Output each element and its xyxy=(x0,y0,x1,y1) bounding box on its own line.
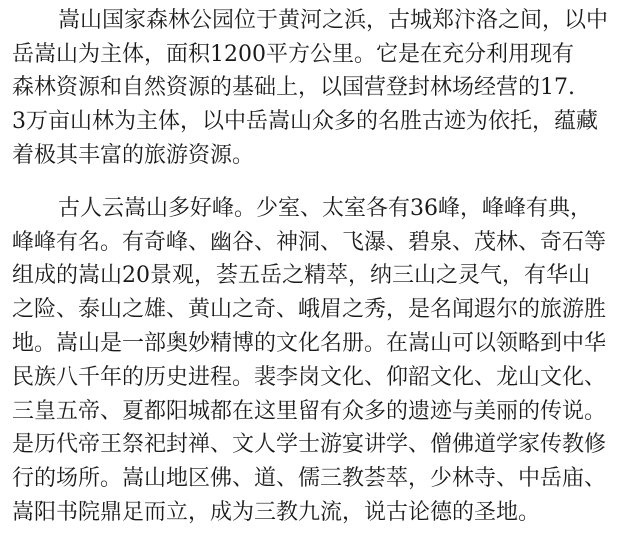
paragraph-1-line-5: 着极其丰富的旅游资源。 xyxy=(12,143,255,168)
paragraph-1-line-2: 岳嵩山为主体，面积1200平方公里。它是在充分利用现有 xyxy=(12,42,574,67)
paragraph-1-line-4: 3万亩山林为主体，以中岳嵩山众多的名胜古迹为依托，蕴藏 xyxy=(12,109,598,134)
paragraph-2-line-6: 民族八千年的历史进程。裴李岗文化、仰韶文化、龙山文化、 xyxy=(12,365,607,390)
paragraph-1-line-3: 森林资源和自然资源的基础上，以国营登封林场经营的17. xyxy=(12,75,575,100)
paragraph-2-line-4: 之险、泰山之雄、黄山之奇、峨眉之秀，是名闻遐尔的旅游胜 xyxy=(12,297,607,322)
paragraph-2-line-8: 是历代帝王祭祀封禅、文人学士游宴讲学、僧佛道学家传教修 xyxy=(12,432,607,457)
paragraph-2-line-5: 地。嵩山是一部奥妙精博的文化名册。在嵩山可以领略到中华 xyxy=(12,331,607,356)
paragraph-2-line-2: 峰峰有名。有奇峰、幽谷、神洞、飞瀑、碧泉、茂林、奇石等 xyxy=(12,230,607,255)
paragraph-2-line-10: 嵩阳书院鼎足而立，成为三教九流，说古论德的圣地。 xyxy=(12,500,541,525)
paragraph-2-line-1: 古人云嵩山多好峰。少室、太室各有36峰，峰峰有典， xyxy=(58,196,592,221)
paragraph-1-line-1: 嵩山国家森林公园位于黄河之浜，古城郑汴洛之间，以中 xyxy=(58,8,609,33)
paragraph-2-line-3: 组成的嵩山20景观，荟五岳之精萃，纳三山之灵气，有华山 xyxy=(12,263,590,288)
paragraph-2-line-7: 三皇五帝、夏都阳城都在这里留有众多的遗迹与美丽的传说。 xyxy=(12,399,607,424)
paragraph-2-line-9: 行的场所。嵩山地区佛、道、儒三教荟萃，少林寺、中岳庙、 xyxy=(12,466,607,491)
